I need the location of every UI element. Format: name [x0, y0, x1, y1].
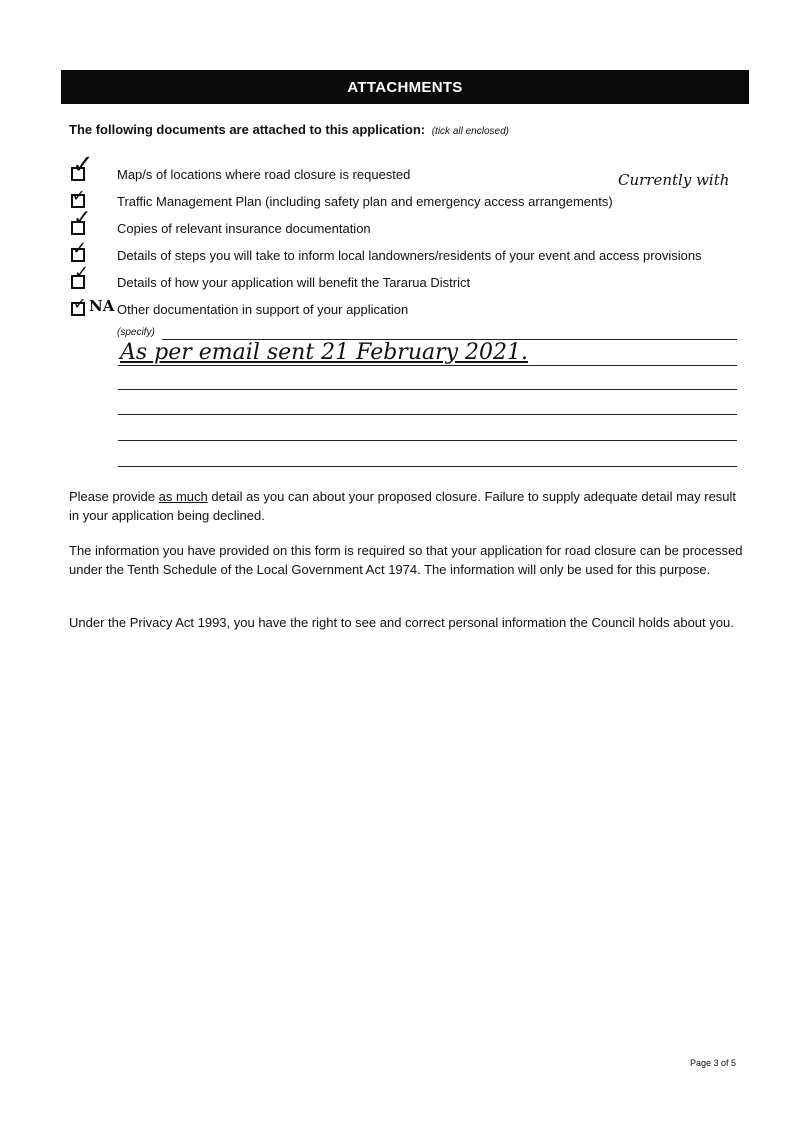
checklist-item-inform-landowners: Details of steps you will take to inform local landowners/residents of your event and access provisions	[117, 248, 702, 263]
detail-text-end: detail as you can about your proposed closure. Failure to supply adequate detail may result in your application being declined.	[69, 489, 737, 523]
purpose-paragraph: The information you have provided on this form is required so that your application for road closure can be processed under the Tenth Schedule of the Local Government Act 1974. The information will only be used for this purpose.	[69, 543, 743, 577]
specify-line	[118, 365, 737, 366]
handwritten-specify-entry: As per email sent 21 February 2021.	[120, 340, 529, 365]
specify-line	[118, 440, 737, 441]
checklist-item-maps: Map/s of locations where road closure is requested	[117, 167, 411, 182]
checklist-item-other-docs: Other documentation in support of your application	[117, 302, 409, 317]
tick-mark-icon: ✓	[72, 150, 94, 180]
section-title: ATTACHMENTS	[347, 78, 463, 96]
checklist-item-district-benefit: Details of how your application will benefit the Tararua District	[117, 275, 471, 290]
specify-line	[118, 389, 737, 390]
privacy-paragraph: Under the Privacy Act 1993, you have the right to see and correct personal information the Council holds about you.	[69, 615, 734, 630]
specify-label: (specify)	[117, 327, 155, 338]
checklist-item-insurance: Copies of relevant insurance documentation	[117, 221, 371, 236]
intro-label: The following documents are attached to this application:	[69, 122, 426, 137]
page-number: Page 3 of 5	[690, 1058, 737, 1068]
checklist-item-traffic-plan: Traffic Management Plan (including safety plan and emergency access arrangements)	[117, 194, 613, 209]
detail-paragraph	[69, 487, 749, 525]
section-header	[61, 70, 749, 104]
tick-mark-icon: ✓	[73, 294, 87, 313]
tick-mark-icon: ✓	[72, 186, 86, 205]
specify-line	[118, 414, 737, 415]
handwritten-na-mark: NA	[89, 297, 115, 315]
specify-line	[118, 466, 737, 467]
tick-mark-icon: ✓	[72, 238, 88, 259]
detail-text-start: Please provide	[69, 489, 159, 504]
intro-text	[69, 122, 509, 137]
intro-note: (tick all enclosed)	[431, 126, 509, 137]
tick-mark-icon: ✓	[74, 262, 90, 283]
handwritten-margin-note: Currently with	[618, 171, 730, 189]
tick-mark-icon: ✓	[73, 206, 92, 231]
detail-text-emphasis: as much	[158, 489, 208, 504]
